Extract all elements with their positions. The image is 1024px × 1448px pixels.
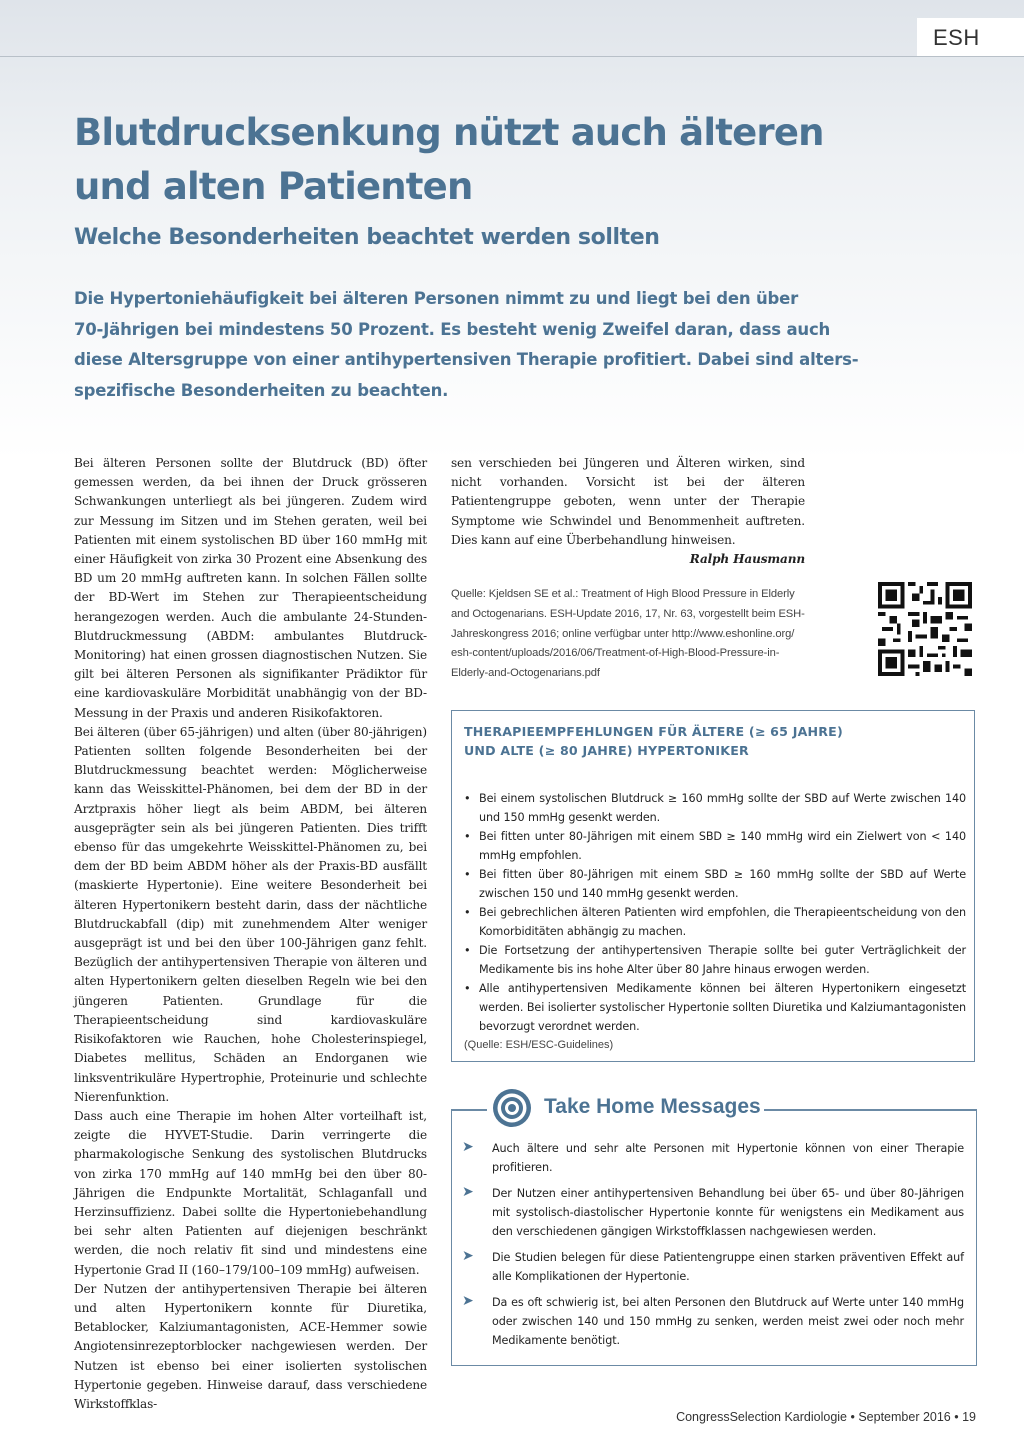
header-rule [0, 56, 1024, 57]
take-home-title: Take Home Messages [544, 1095, 761, 1118]
recommendations-title-line: THERAPIEEMPFEHLUNGEN FÜR ÄLTERE (≥ 65 JAHRE) [464, 724, 843, 739]
body-paragraph: Dass auch eine Therapie im hohen Alter vorteilhaft ist, zeigte die HYVET-Studie. Darin verringerte die pharmakologische Senkung des systolischen Blutdrucks von zirka 170 mmHg auf 140 mmHg bei den über 80-Jährigen die Endpunkte Mortalität, Schlaganfall und Herzinsuffizienz. Dabei sollte die Hypertoniebehandlung bei sehr alten Patienten auf diejenigen beschränkt werden, die noch relativ fit sind und mindestens eine Hypertonie Grad II (160–179/100–109 mmHg) aufweisen. [74, 1108, 427, 1277]
recommendation-item [464, 789, 966, 827]
source-line: Quelle: Kjeldsen SE et al.: Treatment of High Blood Pressure in Elderly [451, 588, 795, 600]
source-line[interactable]: Elderly-and-Octogenarians.pdf [451, 667, 600, 680]
body-paragraph: Der Nutzen der antihypertensiven Therapie bei älteren und alten Hypertonikern konnte für Diuretika, Betablocker, Kalziumantagonisten, ACE-Hemmer sowie Angiotensinrezeptorblocker nachgewiesen werden. Der Nutzen ist ebenso bei einer isolierten systolischen Hypertonie gegeben. Hinweise darauf, dass verschiedene Wirkstoffklas- [74, 1281, 427, 1411]
recommendation-item [464, 865, 966, 903]
take-home-text: Auch ältere und sehr alte Personen mit Hypertonie können von einer Therapie profitieren. [492, 1142, 964, 1174]
page-footer: CongressSelection Kardiologie • September 2016 • 19 [676, 1410, 976, 1424]
body-paragraph: Bei älteren (über 65-jährigen) und alten (über 80-jährigen) Patienten sollten folgende Besonderheiten bei der Blutdruckmessung beachtet werden: Möglicherweise kann das Weisskittel-Phänomen, bei dem der BD in der Arztpraxis höher liegt als beim ABDM, bei älteren ausgeprägter sein als bei jüngeren Patienten. Dies trifft ebenso für das umgekehrte Weisskittel-Phänomen zu, bei dem der BD beim ABDM höher als der Praxis-BD ausfällt (maskierte Hypertonie). Eine weitere Besonderheit bei älteren Hypertonikern besteht darin, dass der nächtliche Blutdruckabfall (dip) mit zunehmendem Alter weniger ausgeprägt ist und bei den über 100-Jährigen ganz fehlt. Bezüglich der antihypertensiven Therapie von älteren und alten Hypertonikern gelten dieselben Regeln wie bei den jüngeren Patienten. Grundlage für die Therapieentscheidung sind kardiovaskuläre Risikofaktoren wie Rauchen, hohe Cholesterinspiegel, Diabetes mellitus, Schäden an Endorganen wie linksventrikuläre Hypertrophie, Proteinurie und schlechte Nierenfunktion. [74, 724, 427, 1104]
recommendation-text: Alle antihypertensiven Medikamente können bei älteren Hypertonikern eingesetzt werden. Bei isolierter systolischer Hypertonie sollten Diuretika und Kalziumantagonisten bevorzugt verordnet werden. [479, 982, 966, 1033]
bullet-icon: • [464, 944, 471, 957]
take-home-text: Der Nutzen einer antihypertensiven Behandlung bei über 65- und über 80-Jährigen mit systolisch-diastolischer Hypertonie konnte für wenigstens ein Medikament aus den verschiedenen gängigen Wirkstoffklassen nachgewiesen werden. [492, 1187, 964, 1238]
recommendation-text: Bei fitten über 80-Jährigen mit einem SBD ≥ 160 mmHg sollte der SBD auf Werte zwischen 150 und 140 mmHg gesenkt werden. [479, 868, 966, 900]
recommendations-source: (Quelle: ESH/ESC-Guidelines) [464, 1039, 614, 1051]
bullet-icon: • [464, 982, 471, 995]
article-title-line: und alten Patienten [74, 165, 473, 208]
recommendation-item [464, 903, 966, 941]
body-paragraph: Bei älteren Personen sollte der Blutdruck (BD) öfter gemessen werden, da bei ihnen der Druck grösseren Schwankungen unterliegt als bei jüngeren. Zudem wird zur Messung im Sitzen und im Stehen geraten, weil bei Patienten mit einem systolischen BD über 160 mmHg mit einer Häufigkeit von zirka 30 Prozent eine Absenkung des BD um 20 mmHg auftreten kann. In solchen Fällen sollte der BD-Wert im Stehen zur Therapieentscheidung herangezogen werden. Auch die ambulante 24-Stunden-Blutdruckmessung (ABDM: ambulantes Blutdruck-Monitoring) hat einen grossen diagnostischen Nutzen. Sie gilt bei älteren Personen als signifikanter Prädiktor für eine kardiovaskuläre Morbidität unabhängig von der BD-Messung in der Praxis und anderen Risikofaktoren. [74, 456, 427, 720]
take-home-item [462, 1248, 964, 1286]
recommendation-text: Bei fitten unter 80-Jährigen mit einem SBD ≥ 140 mmHg wird ein Zielwert von < 140 mmHg empfohlen. [479, 830, 966, 862]
body-column-left [74, 454, 427, 1414]
recommendations-box [451, 710, 975, 1062]
recommendation-text: Bei einem systolischen Blutdruck ≥ 160 mmHg sollte der SBD auf Werte zwischen 140 und 150 mmHg gesenkt werden. [479, 792, 966, 824]
lead-line: Die Hypertoniehäufigkeit bei älteren Personen nimmt zu und liegt bei den über [74, 289, 799, 308]
take-home-text: Da es oft schwierig ist, bei alten Personen den Blutdruck auf Werte unter 140 mmHg oder zwischen 140 und 150 mmHg zu senken, werden meist zwei oder noch mehr Medikamente benötigt. [492, 1296, 964, 1347]
source-line[interactable]: esh-content/uploads/2016/06/Treatment-of-High-Blood-Pressure-in- [451, 647, 780, 660]
target-icon [492, 1088, 532, 1128]
lead-line: diese Altersgruppe von einer antihypertensiven Therapie profitiert. Dabei sind alters- [74, 350, 859, 369]
bullet-icon: • [464, 906, 471, 919]
article-title [74, 106, 934, 214]
take-home-rule [451, 1109, 487, 1111]
recommendations-title [464, 723, 843, 760]
take-home-rule [764, 1109, 977, 1111]
source-line: and Octogenarians. ESH-Update 2016, 17, Nr. 63, vorgestellt beim ESH- [451, 607, 805, 620]
take-home-item [462, 1139, 964, 1177]
lead-line: 70-Jährigen bei mindestens 50 Prozent. Es besteht wenig Zweifel daran, dass auch [74, 319, 831, 339]
arrow-icon: ➤ [462, 1139, 474, 1155]
arrow-icon: ➤ [462, 1293, 474, 1309]
recommendation-item [464, 827, 966, 865]
arrow-icon: ➤ [462, 1248, 474, 1264]
arrow-icon: ➤ [462, 1184, 474, 1200]
recommendation-item [464, 979, 966, 1036]
article-author: Ralph Hausmann [689, 552, 805, 567]
take-home-item [462, 1184, 964, 1241]
qr-code[interactable] [878, 582, 972, 676]
section-tag-label: ESH [933, 25, 980, 50]
source-line[interactable]: Jahreskongress 2016; online verfügbar unter http://www.eshonline.org/ [451, 627, 795, 640]
article-source [451, 585, 807, 684]
recommendations-list [464, 789, 966, 1036]
body-column-right [451, 454, 805, 569]
recommendation-text: Die Fortsetzung der antihypertensiven Therapie sollte bei guter Verträglichkeit der Medikamente bis ins hohe Alter über 80 Jahre hinaus erwogen werden. [479, 944, 966, 976]
bullet-icon: • [464, 792, 471, 805]
article-subtitle: Welche Besonderheiten beachtet werden sollten [74, 225, 660, 250]
article-lead [74, 284, 859, 406]
take-home-item [462, 1293, 964, 1350]
article-title-line: Blutdrucksenkung nützt auch älteren [74, 111, 824, 154]
bullet-icon: • [464, 868, 471, 881]
recommendation-item [464, 941, 966, 979]
section-tag [917, 18, 1024, 56]
take-home-list [462, 1139, 964, 1357]
lead-line: spezifische Besonderheiten zu beachten. [74, 380, 449, 400]
take-home-text: Die Studien belegen für diese Patientengruppe einen starken präventiven Effekt auf alle Komplikationen der Hypertonie. [492, 1251, 964, 1283]
recommendations-title-line: UND ALTE (≥ 80 JAHRE) HYPERTONIKER [464, 742, 749, 758]
recommendation-text: Bei gebrechlichen älteren Patienten wird empfohlen, die Therapieentscheidung von den Komorbiditäten abhängig zu machen. [479, 906, 966, 938]
bullet-icon: • [464, 830, 471, 843]
body-paragraph: sen verschieden bei Jüngeren und Älteren wirken, sind nicht vorhanden. Vorsicht ist bei der älteren Patientengruppe geboten, wenn unter der Therapie Symptome wie Schwindel und Benommenheit auftreten. Dies kann auf eine Überbehandlung hinweisen. [451, 456, 805, 547]
